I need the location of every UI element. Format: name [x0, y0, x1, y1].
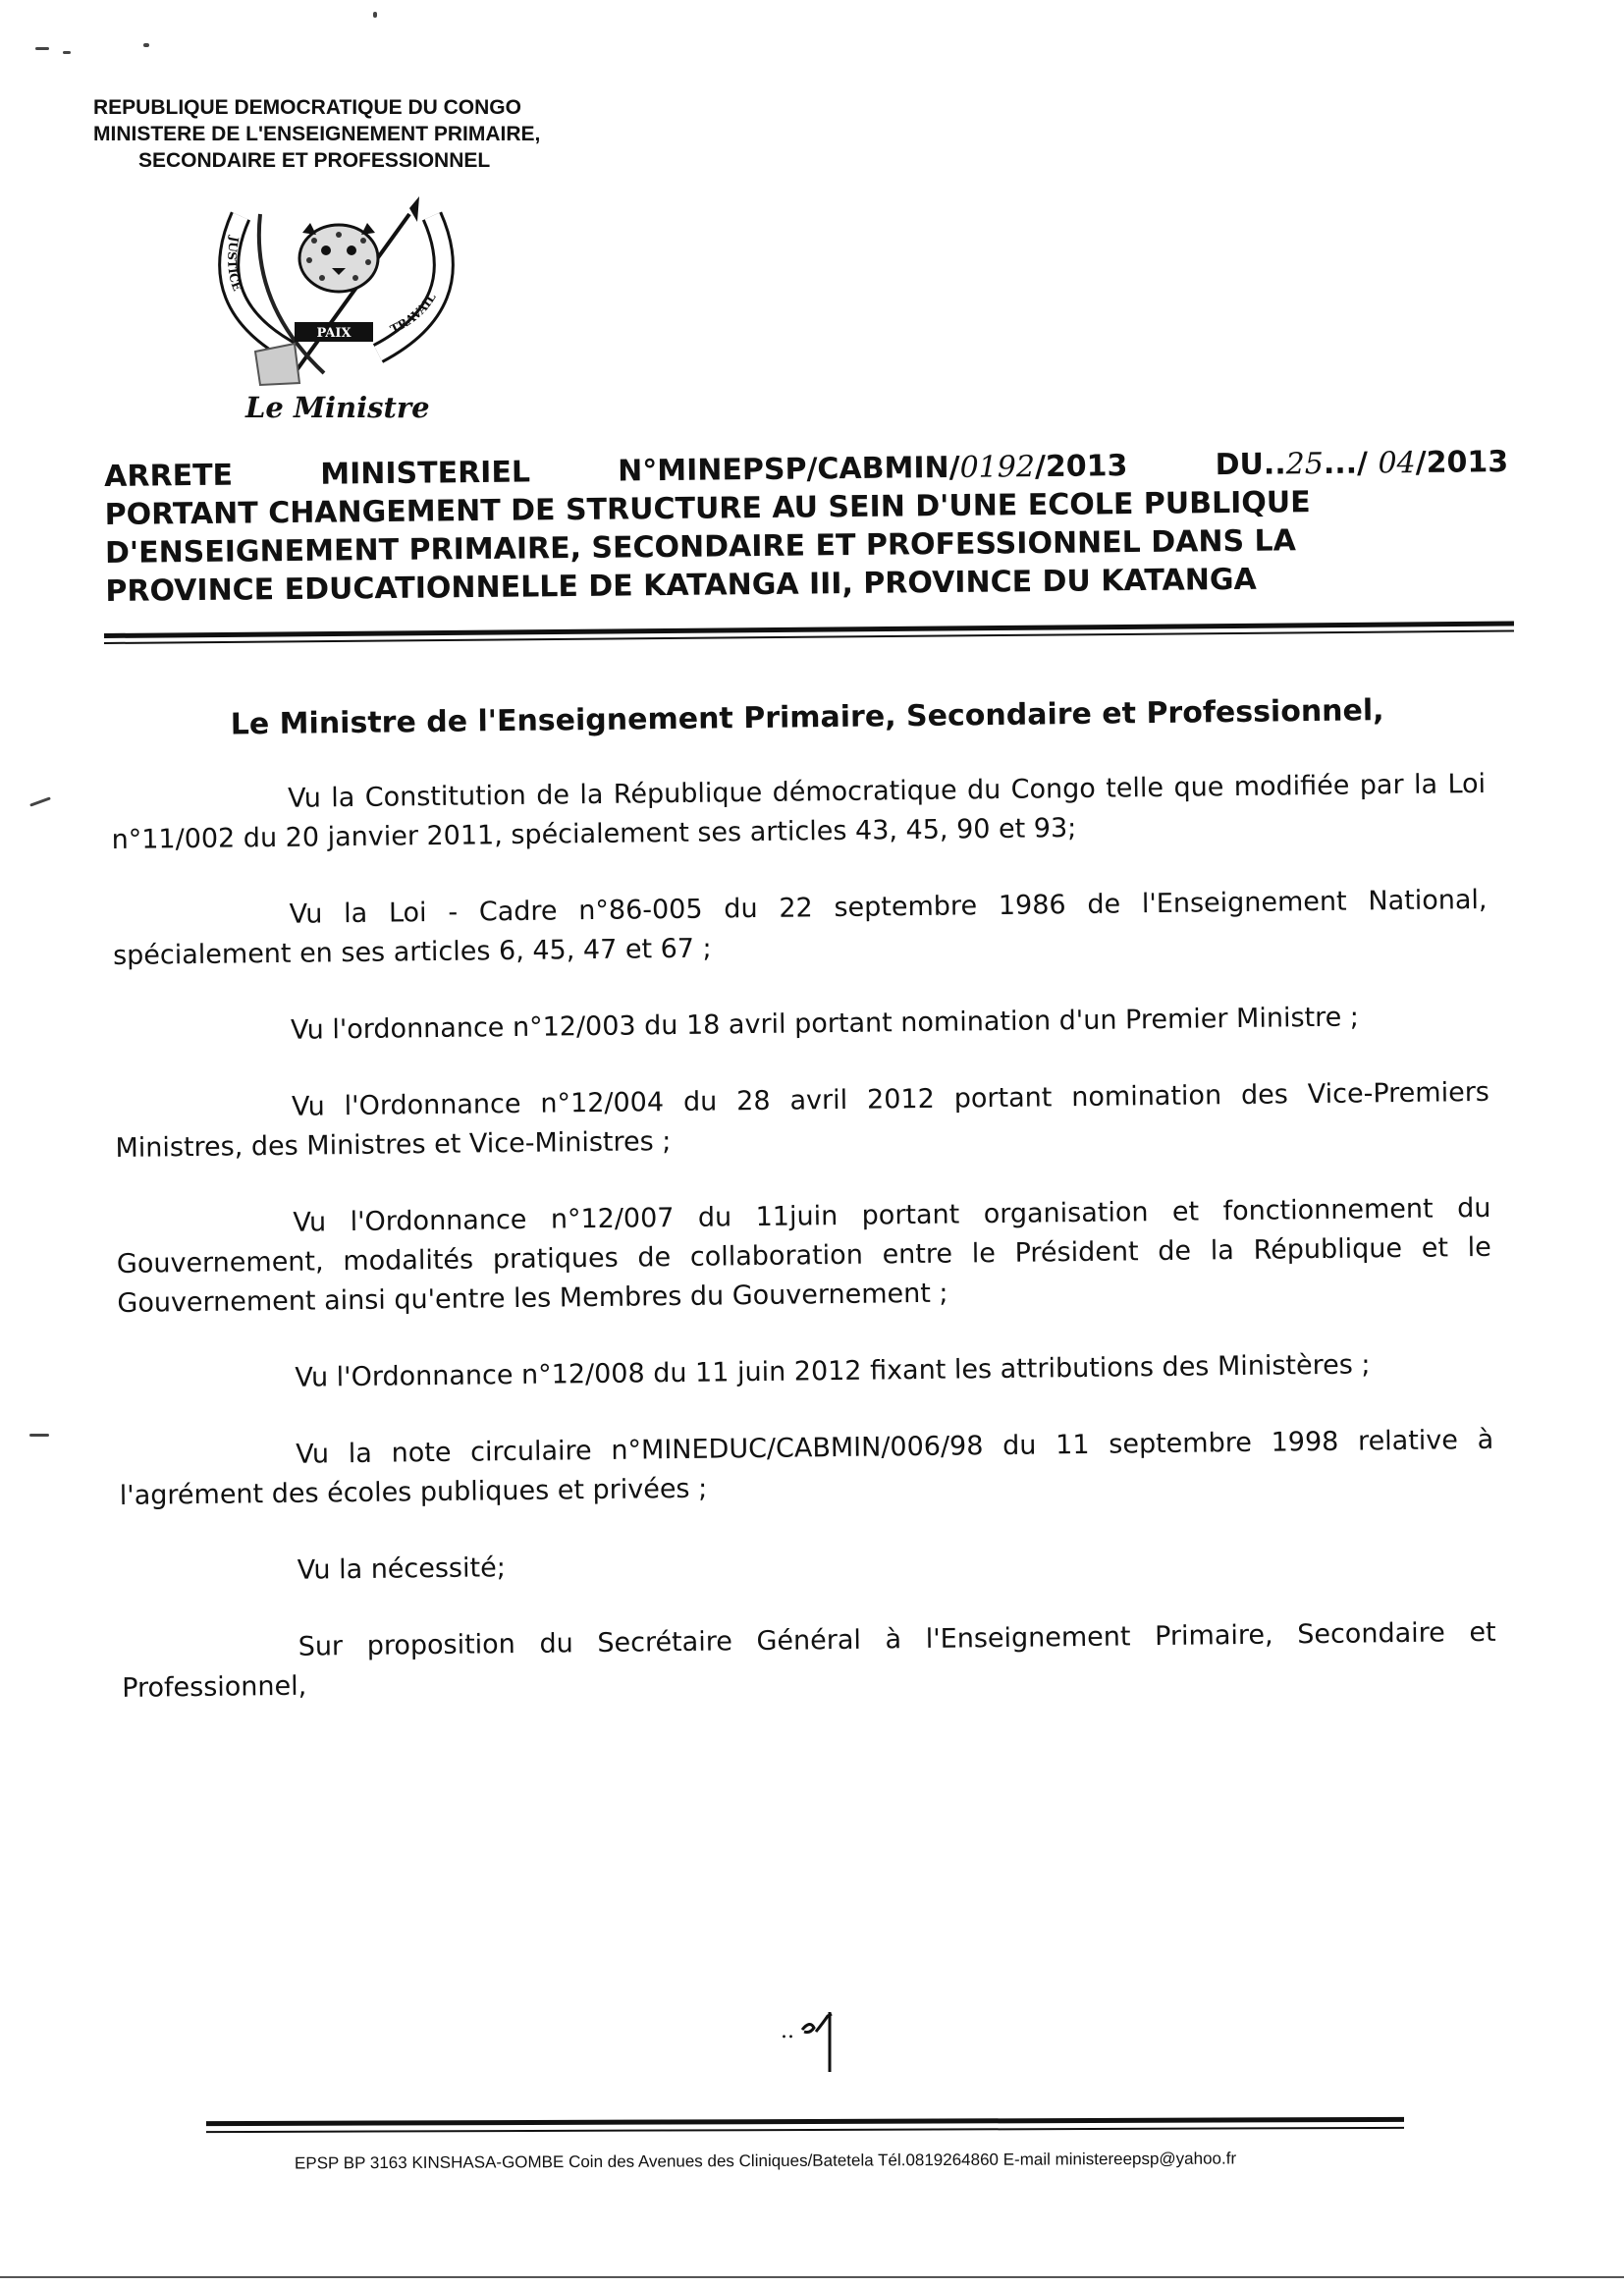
page-continuation-mark: ..	[781, 2019, 794, 2043]
recital-loi-cadre: Vu la Loi - Cadre n°86-005 du 22 septembre 1986 de l'Enseignement National, spécialement en ses articles 6, 45, 47 et 67 ;	[112, 884, 1488, 971]
handwritten-day: 25	[1285, 446, 1325, 482]
emblem-motto-center: PAIX	[316, 326, 352, 341]
decree-title-line4: PROVINCE EDUCATIONNELLE DE KATANGA III, PROVINCE DU KATANGA	[105, 562, 1257, 609]
emblem-motto-left: JUSTICE	[225, 235, 244, 294]
scan-speck	[35, 47, 49, 50]
scan-speck	[29, 1434, 49, 1437]
recital-ordonnance-12-008: Vu l'Ordonnance n°12/008 du 11 juin 2012 fixant les attributions des Ministères ;	[295, 1349, 1371, 1393]
body-subtitle: Le Ministre de l'Enseignement Primaire, Secondaire et Professionnel,	[230, 693, 1384, 742]
title-arrete: ARRETE	[104, 458, 234, 494]
letterhead-ministry-cont: SECONDAIRE ET PROFESSIONNEL	[138, 149, 491, 172]
recital-proposition: Sur proposition du Secrétaire Général à l'Enseignement Primaire, Secondaire et Professionnel,	[122, 1616, 1496, 1704]
footer-rule-thin	[206, 2127, 1404, 2133]
footer-rule-thick	[206, 2117, 1404, 2126]
recital-ordonnance-12-004: Vu l'Ordonnance n°12/004 du 28 avril 2012 portant nomination des Vice-Premiers Ministres, des Ministres et Vice-Ministres ;	[115, 1076, 1490, 1164]
decree-title	[104, 443, 1510, 611]
letterhead-ministry: MINISTERE DE L'ENSEIGNEMENT PRIMAIRE,	[93, 123, 541, 145]
scan-speck	[143, 43, 149, 47]
letterhead-country: REPUBLIQUE DEMOCRATIQUE DU CONGO	[93, 96, 521, 119]
decree-title-line2: PORTANT CHANGEMENT DE STRUCTURE AU SEIN D'UNE ECOLE PUBLIQUE	[104, 485, 1311, 532]
scan-speck	[29, 796, 51, 806]
footer-contact: EPSP BP 3163 KINSHASA-GOMBE Coin des Avenues des Cliniques/Batetela Tél.0819264860 E-mail ministereepsp@yahoo.fr	[294, 2149, 1237, 2173]
recital-necessite: Vu la nécessité;	[297, 1552, 507, 1586]
recital-constitution: Vu la Constitution de la République démocratique du Congo telle que modifiée par la Loi n°11/002 du 20 janvier 2011, spécialement ses articles 43, 45, 90 et 93;	[111, 768, 1487, 855]
handwritten-number: 0192	[959, 450, 1036, 485]
scan-speck	[63, 51, 71, 54]
decree-reference: N°MINEPSP/CABMIN/0192/2013	[618, 449, 1128, 489]
recital-note-circulaire: Vu la note circulaire n°MINEDUC/CABMIN/006/98 du 11 septembre 1998 relative à l'agrément des écoles publiques et privées ;	[119, 1424, 1494, 1511]
handwritten-month: 04	[1378, 446, 1416, 481]
scan-bottom-edge	[0, 2276, 1624, 2278]
signature-title: Le Ministre	[245, 391, 430, 424]
title-ministeriel: MINISTERIEL	[320, 455, 531, 492]
scan-speck	[373, 12, 377, 18]
decree-body	[110, 690, 1497, 1746]
letterhead	[93, 94, 643, 174]
leopard-coat-of-arms-icon	[201, 196, 466, 388]
recital-ordonnance-12-003: Vu l'ordonnance n°12/003 du 18 avril portant nomination d'un Premier Ministre ;	[290, 1002, 1360, 1046]
recital-ordonnance-12-007: Vu l'Ordonnance n°12/007 du 11juin portant organisation et fonctionnement du Gouvernement, modalités pratiques de collaboration entre le Président de la République et le Gouvernement ainsi qu'entre les Membres du Gouvernement ;	[116, 1192, 1492, 1319]
decree-date: DU..25.../ 04/2013	[1215, 445, 1509, 483]
decree-title-line3: D'ENSEIGNEMENT PRIMAIRE, SECONDAIRE ET PROFESSIONNEL DANS LA	[104, 523, 1297, 571]
handwritten-paraph-icon	[781, 1998, 859, 2077]
emblem-motto-right: TRAVAIL	[388, 291, 439, 337]
